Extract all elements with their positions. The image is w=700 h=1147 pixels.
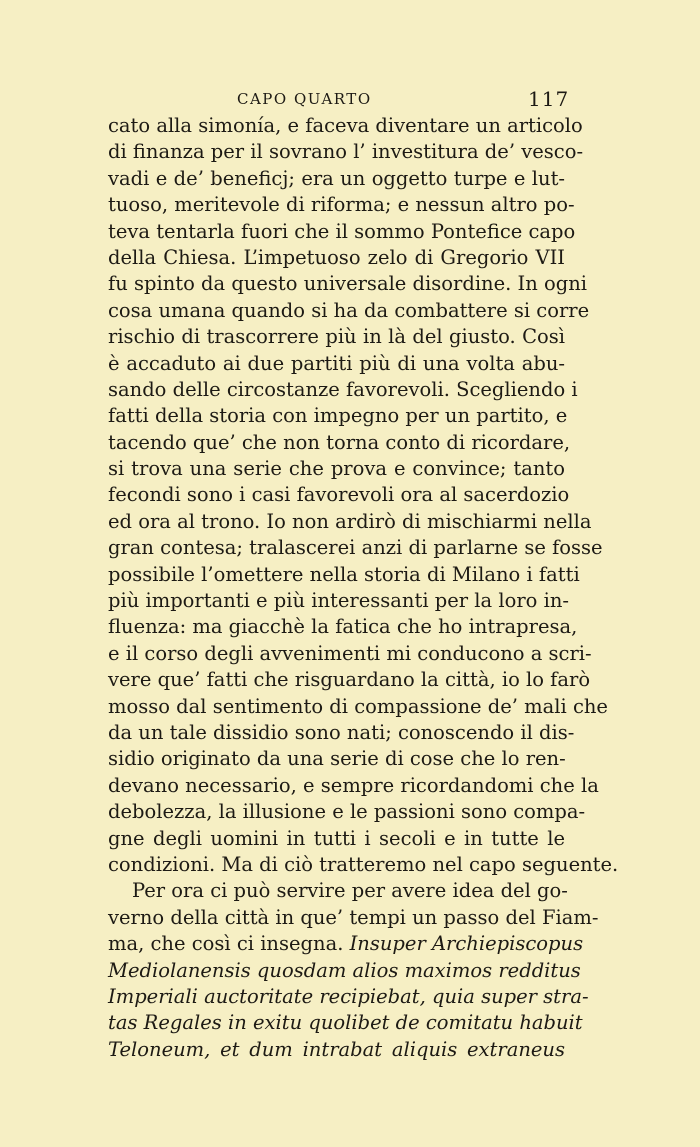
text-line: è accaduto ai due partiti più di una volta abu-: [108, 351, 565, 375]
text-line: di finanza per il sovrano l’ investitura de’ vesco-: [108, 140, 584, 164]
text-line: e il corso degli avvenimenti mi conducono a scri-: [108, 641, 592, 665]
text-block: [108, 113, 619, 1063]
text-line: della Chiesa. L’impetuoso zelo di Gregorio VII: [108, 245, 565, 269]
text-line: tacendo que’ che non torna conto di ricordare,: [108, 430, 571, 454]
roman-text: ma, che così ci insegna.: [108, 932, 350, 956]
latin-quote-line: Teloneum, et dum intrabat aliquis extraneus: [108, 1037, 565, 1061]
paragraph-2: [108, 878, 599, 1063]
text-line: debolezza, la illusione e le passioni sono compa-: [108, 800, 586, 824]
text-line: cato alla simonía, e faceva diventare un articolo: [108, 114, 583, 137]
text-line: vadi e de’ beneficj; era un oggetto turpe e lut-: [108, 166, 565, 190]
running-head: [0, 87, 700, 112]
latin-quote-line: Imperiali auctoritate recipiebat, quia super stra-: [108, 984, 589, 1008]
text-line-mixed: [108, 931, 584, 957]
paragraph-1: [108, 113, 619, 878]
page-number: 117: [528, 87, 570, 111]
text-line: più importanti e più interessanti per la loro in-: [108, 589, 569, 613]
text-line: sando delle circostanze favorevoli. Scegliendo i: [108, 377, 578, 401]
text-line: possibile l’omettere nella storia di Milano i fatti: [108, 562, 580, 586]
latin-quote: Insuper Archiepiscopus: [349, 932, 584, 956]
text-line: gne degli uomini in tutti i secoli e in tutte le: [108, 826, 565, 850]
text-line: vere que’ fatti che risguardano la città, io lo farò: [108, 668, 591, 692]
text-line: ed ora al trono. Io non ardirò di mischiarmi nella: [108, 509, 592, 533]
text-line: tuoso, meritevole di riforma; e nessun altro po-: [108, 193, 575, 217]
text-line: si trova una serie che prova e convince; tanto: [108, 457, 565, 481]
text-line: Per ora ci può servire per avere idea del go-: [132, 879, 568, 903]
text-line: fatti della storia con impegno per un partito, e: [108, 404, 568, 428]
text-line: gran contesa; tralascerei anzi di parlarne se fosse: [108, 536, 603, 560]
text-line: fu spinto da questo universale disordine. In ogni: [108, 272, 588, 296]
latin-quote-line: tas Regales in exitu quolibet de comitatu habuit: [108, 1011, 583, 1035]
text-line: fluenza: ma giacchè la fatica che ho intrapresa,: [108, 615, 578, 639]
text-line: cosa umana quando si ha da combattere si corre: [108, 298, 590, 322]
text-line: verno della città in que’ tempi un passo del Fiam-: [108, 905, 599, 929]
text-line: rischio di trascorrere più in là del giusto. Così: [108, 325, 565, 349]
text-line: devano necessario, e sempre ricordandomi che la: [108, 773, 599, 797]
latin-quote-line: Mediolanensis quosdam alios maximos redditus: [108, 958, 581, 982]
text-line: da un tale dissidio sono nati; conoscendo il dis-: [108, 720, 575, 744]
text-line: sidio originato da una serie di cose che lo ren-: [108, 747, 566, 771]
running-title: CAPO QUARTO: [237, 90, 372, 108]
text-line: mosso dal sentimento di compassione de’ mali che: [108, 694, 608, 718]
text-line: condizioni. Ma di ciò tratteremo nel capo seguente.: [108, 852, 619, 876]
text-line: fecondi sono i casi favorevoli ora al sacerdozio: [108, 483, 570, 507]
text-line: teva tentarla fuori che il sommo Pontefice capo: [108, 219, 576, 243]
